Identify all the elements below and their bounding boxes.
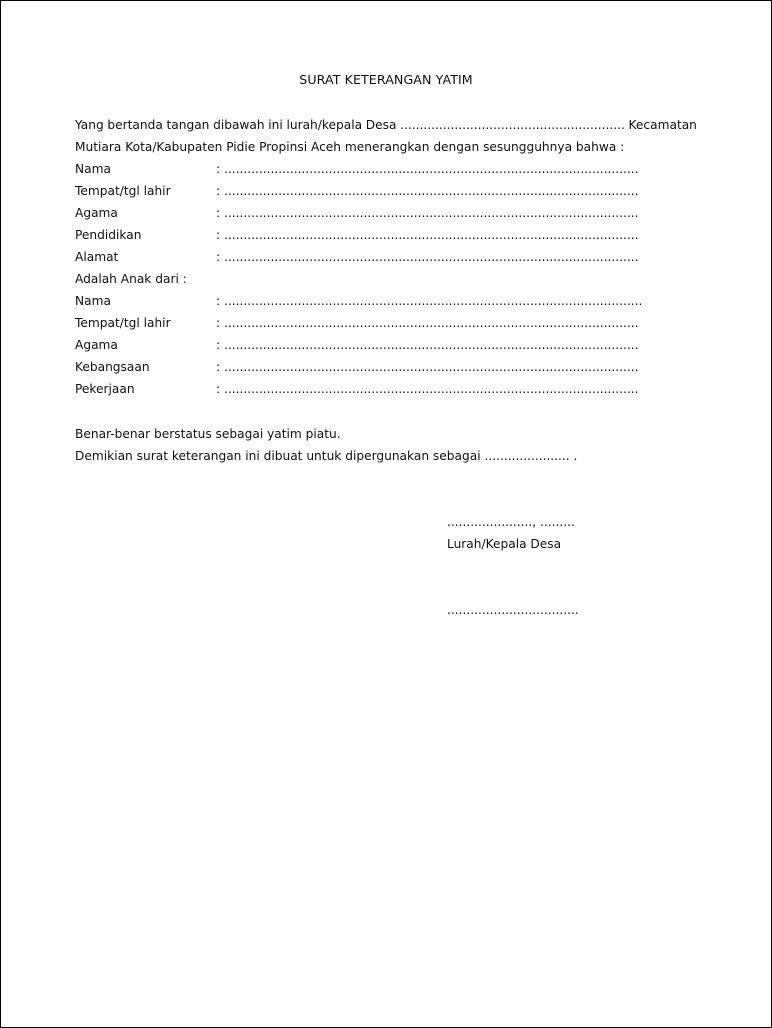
field-label: Kebangsaan — [75, 360, 150, 374]
field-value: : ........................................................................................................... — [216, 228, 639, 242]
desa-blank: .......................................................... — [400, 118, 625, 132]
field-row — [75, 249, 715, 271]
field-label: Nama — [75, 294, 111, 308]
field-value: : ........................................................................................................... — [216, 250, 639, 264]
intro-line-1 — [75, 117, 697, 139]
field-value: : ............................................................................................................ — [216, 294, 643, 308]
parent-heading: Adalah Anak dari : — [75, 272, 187, 286]
field-row — [75, 359, 715, 381]
intro-paragraph — [75, 117, 697, 161]
field-value: : ........................................................................................................... — [216, 382, 639, 396]
field-value: : ........................................................................................................... — [216, 338, 639, 352]
intro-word: ini — [268, 118, 283, 132]
field-label: Alamat — [75, 250, 119, 264]
field-row — [75, 227, 715, 249]
signature-place-date: ......................, ......... — [447, 515, 575, 529]
closing-line-1: Benar-benar berstatus sebagai yatim piatu. — [75, 427, 341, 441]
closing-paragraph — [75, 426, 695, 470]
field-value: : ........................................................................................................... — [216, 162, 639, 176]
field-row — [75, 183, 715, 205]
field-row — [75, 293, 715, 315]
field-value: : ........................................................................................................... — [216, 206, 639, 220]
field-label: Nama — [75, 162, 111, 176]
field-row — [75, 205, 715, 227]
intro-word: dibawah — [213, 118, 265, 132]
field-label: Tempat/tgl lahir — [75, 316, 171, 330]
intro-word: tangan — [166, 118, 210, 132]
intro-word: bertanda — [107, 118, 163, 132]
field-label: Agama — [75, 206, 118, 220]
field-row — [75, 161, 715, 183]
field-value: : ........................................................................................................... — [216, 184, 639, 198]
signature-role: Lurah/Kepala Desa — [447, 537, 562, 551]
field-value: : ........................................................................................................... — [216, 316, 639, 330]
closing-line-2: Demikian surat keterangan ini dibuat untuk dipergunakan sebagai ...................... . — [75, 449, 578, 463]
intro-word: Yang — [75, 118, 104, 132]
field-row — [75, 337, 715, 359]
field-value: : ........................................................................................................... — [216, 360, 639, 374]
field-label: Pekerjaan — [75, 382, 135, 396]
field-row — [75, 315, 715, 337]
intro-line-2: Mutiara Kota/Kabupaten Pidie Propinsi Aceh menerangkan dengan sesungguhnya bahwa : — [75, 140, 625, 154]
field-row — [75, 381, 715, 403]
intro-word: lurah/kepala — [286, 118, 363, 132]
intro-word: Desa — [365, 118, 397, 132]
field-label: Tempat/tgl lahir — [75, 184, 171, 198]
field-label: Agama — [75, 338, 118, 352]
intro-word: Kecamatan — [628, 118, 697, 132]
field-label: Pendidikan — [75, 228, 142, 242]
subject-fields — [75, 161, 715, 403]
document-title: SURAT KETERANGAN YATIM — [299, 72, 473, 87]
signature-name-line: .................................. — [447, 603, 579, 617]
